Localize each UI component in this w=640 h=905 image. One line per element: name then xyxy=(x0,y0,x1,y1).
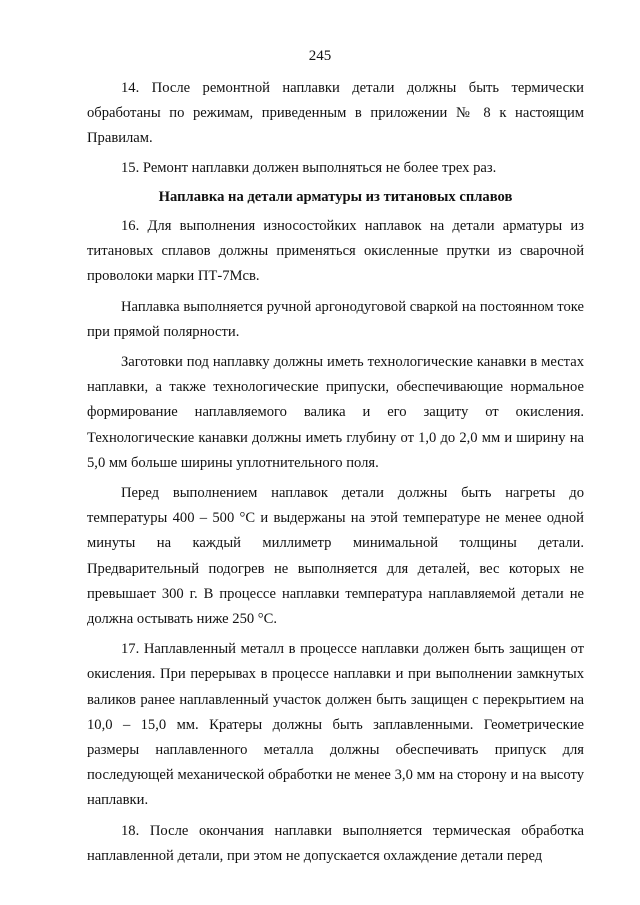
page-number: 245 xyxy=(308,48,332,64)
document-body xyxy=(87,76,584,869)
paragraph-16-preheat: Перед выполнением наплавок детали должны быть нагреты до температуры 400 – 500 °С и выдержаны на этой температуре не менее одной минуты на каждый миллиметр минимальной толщины детали. Предварительный подогрев не выполняется для деталей, вес которых не превышает 300 г. В процессе наплавки температура наплавляемой детали не должна остывать ниже 250 °С. xyxy=(87,485,584,628)
paragraph-14: 14. После ремонтной наплавки детали должны быть термически обработаны по режимам, приведенным в приложении № 8 к настоящим Правилам. xyxy=(87,80,584,147)
section-heading: Наплавка на детали арматуры из титановых сплавов xyxy=(158,188,513,205)
paragraph-17: 17. Наплавленный металл в процессе наплавки должен быть защищен от окисления. При перерывах в процессе наплавки и при выполнении замкнутых валиков ранее наплавленный участок должен быть защищен с перекрытием на 10,0 – 15,0 мм. Кратеры должны быть заплавленными. Геометрические размеры наплавленного металла должны обеспечивать припуск для последующей механической обработки не менее 3,0 мм на сторону и на высоту наплавки. xyxy=(87,641,584,809)
paragraph-18: 18. После окончания наплавки выполняется термическая обработка наплавленной детали, при этом не допускается охлаждение детали перед xyxy=(87,822,584,864)
paragraph-16-welding: Наплавка выполняется ручной аргонодуговой сваркой на постоянном токе при прямой полярности. xyxy=(87,298,584,340)
paragraph-15: 15. Ремонт наплавки должен выполняться не более трех раз. xyxy=(121,159,497,176)
paragraph-16: 16. Для выполнения износостойких наплавок на детали арматуры из титановых сплавов должны применяться окисленные прутки из сварочной проволоки марки ПТ-7Мсв. xyxy=(87,218,584,285)
paragraph-16-blanks: Заготовки под наплавку должны иметь технологические канавки в местах наплавки, а также технологические припуски, обеспечивающие нормальное формирование наплавляемого валика и его защиту от окисления. Технологические канавки должны иметь глубину от 1,0 до 2,0 мм и ширину на 5,0 мм больше ширины уплотнительного поля. xyxy=(87,354,584,471)
